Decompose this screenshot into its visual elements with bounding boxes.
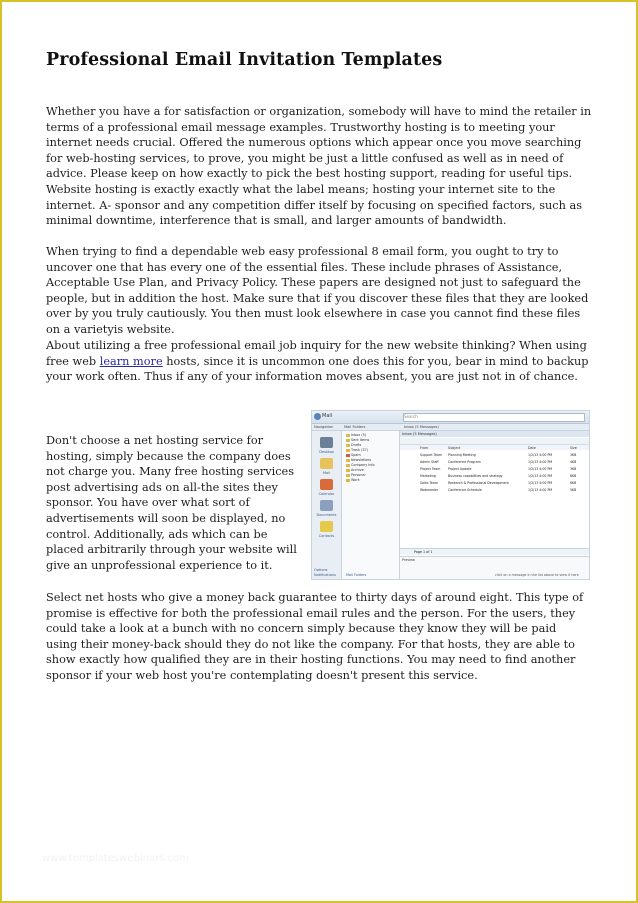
paragraph-5: Select net hosts who give a money back guarantee to thirty days of around eight. This type of promise is effective for both the professional email rules and the person. For the users, they could take a look at a bunch with no concern simply because they know they will be paid using their money-back should they do not like the company. For that hosts, they are able to show exactly how qualified they are in their hosting functions. You may need to find another sponsor if your web host you're contemplating doesn't present this service. (46, 591, 584, 682)
message-list-header: Inbox (5 Messages) (400, 431, 589, 437)
message-row: Sales Team Research & Professional Development 1/2/13 4:00 PM 6KB (420, 481, 577, 485)
nav-options: Options (314, 568, 328, 572)
message-preview-pane: Preview click on a message in the list above to view it here (400, 556, 589, 580)
folder-icon (346, 454, 350, 457)
nav-label-calendar: Calendar (318, 492, 335, 496)
folder-icon (346, 434, 350, 437)
search-input (403, 413, 585, 422)
learn-more-link[interactable]: learn more (99, 354, 163, 368)
screenshot-nav-pane (312, 431, 342, 579)
screenshot-title-bar (312, 411, 589, 424)
watermark: www.templateswebinars.com (42, 853, 189, 864)
message-row: Webmaster Conference Schedule 1/2/13 4:00 PM 5KB (420, 488, 577, 492)
nav-label-desktop: Desktop (319, 450, 334, 454)
paragraph-3 (46, 338, 594, 385)
paragraph-3-end: hosts, since it is uncommon one does this for you, bear in mind to backup your work often. Thus if any of your information moves absent, you are just not in of chance. (46, 354, 589, 384)
message-toolbar (400, 438, 589, 445)
screenshot-message-list (400, 431, 589, 579)
paragraph-2: When trying to find a dependable web easy professional 8 email form, you ought to try to uncover one that has every one of the essential files. These include phrases of Assistance, Acceptable Use Plan, and Privacy Policy. These papers are designed not just to safeguard the people, but in addition the host. Make sure that if you discover these files that they are looked over by you truly cautiously. You then must look elsewhere in case you cannot find these files on a varietyis website. (46, 245, 589, 336)
folder-item: Inbox (5) (346, 433, 366, 437)
email-client-screenshot (311, 410, 590, 580)
mail-icon (320, 458, 333, 469)
folder-item: Newsletters (346, 458, 371, 462)
folder-item: Drafts (346, 443, 361, 447)
message-row: Admin Staff Conference Program 1/2/13 4:00 PM 4KB (420, 460, 577, 464)
message-columns: From Subject Date Size (400, 445, 589, 450)
app-logo-icon (314, 413, 321, 420)
message-list-pager: Page 1 of 1 (400, 548, 589, 555)
nav-label-documents: Documents (316, 513, 337, 517)
screenshot-folder-tree (342, 431, 400, 579)
nav-notifications: Notifications (314, 573, 336, 577)
contacts-icon (320, 521, 333, 532)
folder-icon (346, 464, 350, 467)
screenshot-tab-bar (312, 424, 589, 431)
tab-navigation: Navigation (314, 425, 334, 429)
folder-item: Personal (346, 473, 365, 477)
folder-item: Work (346, 478, 360, 482)
search-placeholder: Search (404, 414, 418, 419)
documents-icon (320, 500, 333, 511)
folder-item: Archive (346, 468, 364, 472)
tab-mail-folders: Mail Folders (344, 425, 366, 429)
message-row: Marketing Business capabilities and strategy 1/2/13 4:00 PM 8KB (420, 474, 577, 478)
folder-icon (346, 459, 350, 462)
folder-icon (346, 479, 350, 482)
tab-inbox: Inbox (5 Messages) (404, 425, 439, 429)
message-row: Support Team Planning Meeting 1/2/13 4:00 PM 3KB (420, 453, 577, 457)
paragraph-3-start: About utilizing a free professional email job inquiry for the new website thinking? When using free web (46, 339, 587, 368)
calendar-icon (320, 479, 333, 490)
folder-icon (346, 449, 350, 452)
message-row: Project Team Project Update 1/2/13 4:00 PM 3KB (420, 467, 577, 471)
paragraph-1: Whether you have a for satisfaction or organization, somebody will have to mind the retailer in terms of a professional email message examples. Trustworthy hosting is to meeting your internet needs crucial. Offered the numerous options which appear once you move searching for web-hosting services, to prove, you might be just a little confused as well as in need of advice. Please keep on how exactly to pick the best hosting support, reading for useful tips. Website hosting is exactly exactly what the label means; hosting your internet site to the internet. A- sponsor and any competition differ itself by focusing on specified factors, such as minimal downtime, interference that is small, and larger amounts of bandwidth. (46, 105, 592, 228)
desktop-icon (320, 437, 333, 448)
app-name: Mail (322, 413, 333, 419)
nav-label-contacts: Contacts (318, 534, 335, 538)
folder-item: Company Info (346, 463, 375, 467)
folder-icon (346, 439, 350, 442)
folder-icon (346, 469, 350, 472)
nav-label-mail: Mail (322, 471, 331, 475)
folder-item: Spam (346, 453, 361, 457)
folder-item: Sent Items (346, 438, 369, 442)
folder-icon (346, 474, 350, 477)
page-title: Professional Email Invitation Templates (46, 50, 443, 70)
folder-item: Trash (37) (346, 448, 368, 452)
paragraph-4: Don't choose a net hosting service for hosting, simply because the company does not charge you. Many free hosting services post advertising ads on all-the sites they sponsor. You have over what sort of advertisements will soon be displayed, no control. Additionally, ads which can be placed arbitrarily through your website will give an unprofessional experience to it. (46, 434, 297, 572)
folder-icon (346, 444, 350, 447)
folder-pane-footer: Mail Folders (346, 573, 367, 577)
